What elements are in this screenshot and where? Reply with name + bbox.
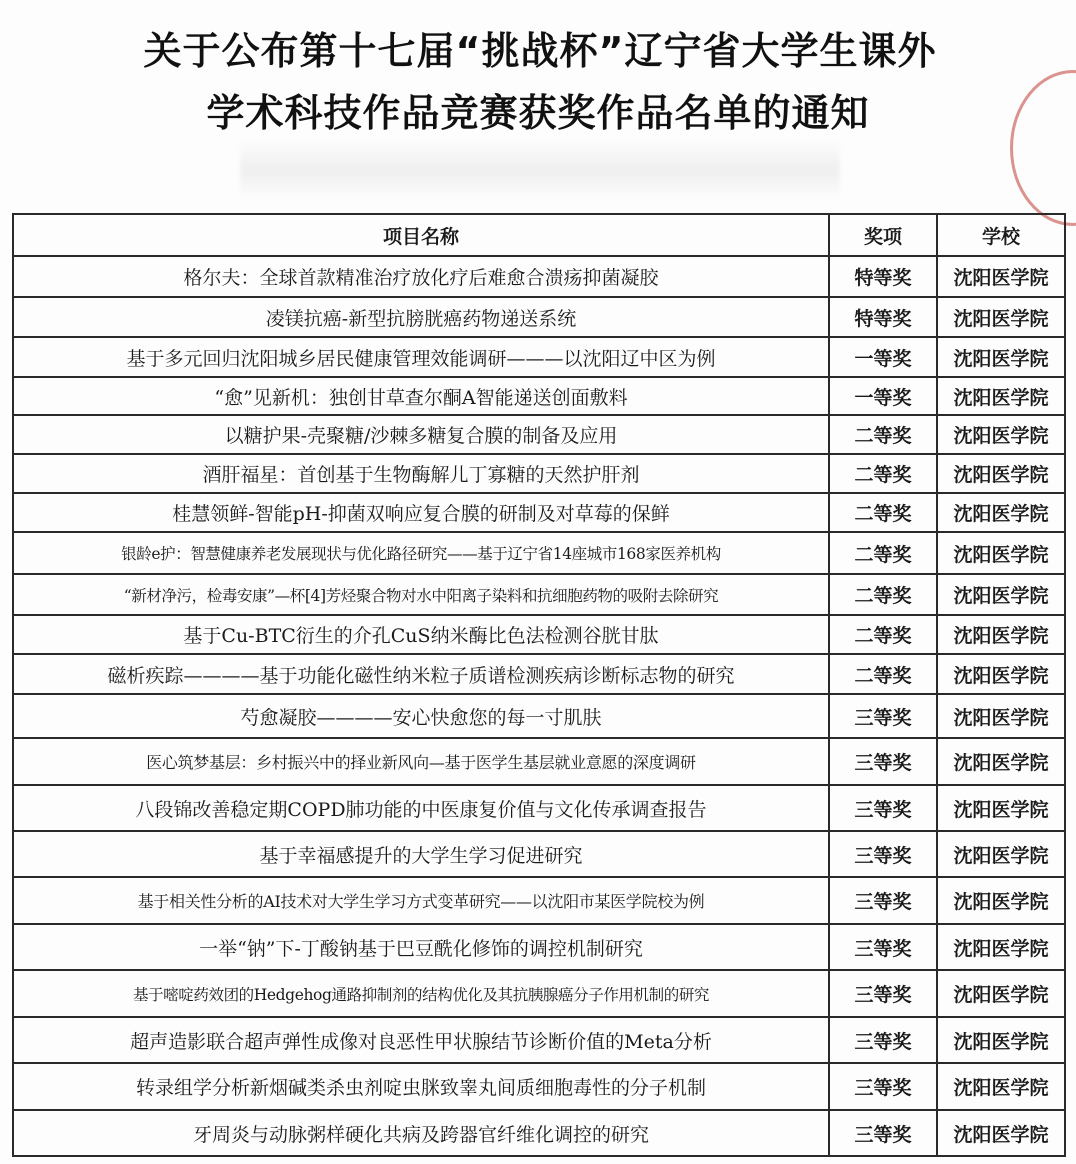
table-row <box>13 738 1065 785</box>
project-name-cell: 格尔夫：全球首款精准治疗放化疗后难愈合溃疡抑菌凝胶 <box>13 256 829 297</box>
project-name-cell: 一举“钠”下-丁酸钠基于巴豆酰化修饰的调控机制研究 <box>13 924 829 970</box>
table-row <box>13 377 1065 415</box>
award-cell: 二等奖 <box>829 493 937 532</box>
table-body <box>13 256 1065 1156</box>
school-cell: 沈阳医学院 <box>937 738 1065 785</box>
school-cell: 沈阳医学院 <box>937 1017 1065 1063</box>
project-name-cell: 基于相关性分析的AI技术对大学生学习方式变革研究——以沈阳市某医学院校为例 <box>13 877 829 924</box>
school-cell: 沈阳医学院 <box>937 785 1065 831</box>
project-name-cell: 基于嘧啶药效团的Hedgehog通路抑制剂的结构优化及其抗胰腺癌分子作用机制的研究 <box>13 970 829 1017</box>
award-cell: 三等奖 <box>829 1063 937 1110</box>
table-row <box>13 654 1065 694</box>
document-title-line-2: 学术科技作品竞赛获奖作品名单的通知 <box>206 91 870 135</box>
project-name-cell: 以糖护果-壳聚糖/沙棘多糖复合膜的制备及应用 <box>13 415 829 454</box>
table-row <box>13 1063 1065 1110</box>
school-cell: 沈阳医学院 <box>937 877 1065 924</box>
school-cell: 沈阳医学院 <box>937 493 1065 532</box>
table-row <box>13 574 1065 615</box>
award-cell: 二等奖 <box>829 415 937 454</box>
award-cell: 三等奖 <box>829 694 937 738</box>
table-row <box>13 415 1065 454</box>
award-cell: 一等奖 <box>829 377 937 415</box>
award-cell: 特等奖 <box>829 256 937 297</box>
table-row <box>13 831 1065 877</box>
table-row <box>13 493 1065 532</box>
school-cell: 沈阳医学院 <box>937 615 1065 654</box>
project-name-cell: 牙周炎与动脉粥样硬化共病及跨器官纤维化调控的研究 <box>13 1110 829 1156</box>
table-row <box>13 297 1065 337</box>
project-name-cell: 医心筑梦基层：乡村振兴中的择业新风向—基于医学生基层就业意愿的深度调研 <box>13 738 829 785</box>
award-cell: 二等奖 <box>829 532 937 574</box>
project-name-cell: 超声造影联合超声弹性成像对良恶性甲状腺结节诊断价值的Meta分析 <box>13 1017 829 1063</box>
award-cell: 三等奖 <box>829 831 937 877</box>
project-name-cell: “愈”见新机：独创甘草查尔酮A智能递送创面敷料 <box>13 377 829 415</box>
project-name-cell: 基于多元回归沈阳城乡居民健康管理效能调研———以沈阳辽中区为例 <box>13 337 829 377</box>
table-row <box>13 924 1065 970</box>
school-cell: 沈阳医学院 <box>937 924 1065 970</box>
project-name-cell: 银龄e护：智慧健康养老发展现状与优化路径研究——基于辽宁省14座城市168家医养机构 <box>13 532 829 574</box>
project-name-cell: 转录组学分析新烟碱类杀虫剂啶虫脒致睾丸间质细胞毒性的分子机制 <box>13 1063 829 1110</box>
award-table <box>12 213 1066 1157</box>
project-name-cell: 八段锦改善稳定期COPD肺功能的中医康复价值与文化传承调查报告 <box>13 785 829 831</box>
award-cell: 二等奖 <box>829 654 937 694</box>
header-project-name: 项目名称 <box>13 214 829 256</box>
header-award: 奖项 <box>829 214 937 256</box>
table-row <box>13 615 1065 654</box>
project-name-cell: “新材净污，检毒安康”—杯[4]芳烃聚合物对水中阳离子染料和抗细胞药物的吸附去除研究 <box>13 574 829 615</box>
award-cell: 三等奖 <box>829 924 937 970</box>
table-row <box>13 256 1065 297</box>
school-cell: 沈阳医学院 <box>937 1110 1065 1156</box>
project-name-cell: 磁析疾踪————基于功能化磁性纳米粒子质谱检测疾病诊断标志物的研究 <box>13 654 829 694</box>
project-name-cell: 酒肝福星：首创基于生物酶解儿丁寡糖的天然护肝剂 <box>13 454 829 493</box>
award-cell: 三等奖 <box>829 785 937 831</box>
bleed-through-text <box>240 140 840 200</box>
award-cell: 三等奖 <box>829 877 937 924</box>
award-cell: 特等奖 <box>829 297 937 337</box>
school-cell: 沈阳医学院 <box>937 532 1065 574</box>
table-row <box>13 970 1065 1017</box>
school-cell: 沈阳医学院 <box>937 654 1065 694</box>
table-row <box>13 785 1065 831</box>
table-row <box>13 1017 1065 1063</box>
award-cell: 三等奖 <box>829 970 937 1017</box>
school-cell: 沈阳医学院 <box>937 574 1065 615</box>
award-cell: 二等奖 <box>829 574 937 615</box>
school-cell: 沈阳医学院 <box>937 454 1065 493</box>
table-row <box>13 454 1065 493</box>
table-row <box>13 877 1065 924</box>
award-cell: 三等奖 <box>829 1110 937 1156</box>
award-cell: 二等奖 <box>829 454 937 493</box>
project-name-cell: 基于幸福感提升的大学生学习促进研究 <box>13 831 829 877</box>
school-cell: 沈阳医学院 <box>937 1063 1065 1110</box>
award-cell: 一等奖 <box>829 337 937 377</box>
school-cell: 沈阳医学院 <box>937 831 1065 877</box>
school-cell: 沈阳医学院 <box>937 970 1065 1017</box>
award-cell: 三等奖 <box>829 1017 937 1063</box>
school-cell: 沈阳医学院 <box>937 415 1065 454</box>
table-row <box>13 532 1065 574</box>
school-cell: 沈阳医学院 <box>937 694 1065 738</box>
project-name-cell: 凌镁抗癌-新型抗膀胱癌药物递送系统 <box>13 297 829 337</box>
award-cell: 二等奖 <box>829 615 937 654</box>
table-row <box>13 694 1065 738</box>
document-title-line-1: 关于公布第十七届“挑战杯”辽宁省大学生课外 <box>143 29 937 73</box>
project-name-cell: 芍愈凝胶————安心快愈您的每一寸肌肤 <box>13 694 829 738</box>
award-cell: 三等奖 <box>829 738 937 785</box>
school-cell: 沈阳医学院 <box>937 256 1065 297</box>
table-header-row <box>13 214 1065 256</box>
school-cell: 沈阳医学院 <box>937 377 1065 415</box>
project-name-cell: 基于Cu-BTC衍生的介孔CuS纳米酶比色法检测谷胱甘肽 <box>13 615 829 654</box>
project-name-cell: 桂慧领鲜-智能pH-抑菌双响应复合膜的研制及对草莓的保鲜 <box>13 493 829 532</box>
table-row <box>13 337 1065 377</box>
school-cell: 沈阳医学院 <box>937 337 1065 377</box>
header-school: 学校 <box>937 214 1065 256</box>
school-cell: 沈阳医学院 <box>937 297 1065 337</box>
table-row <box>13 1110 1065 1156</box>
